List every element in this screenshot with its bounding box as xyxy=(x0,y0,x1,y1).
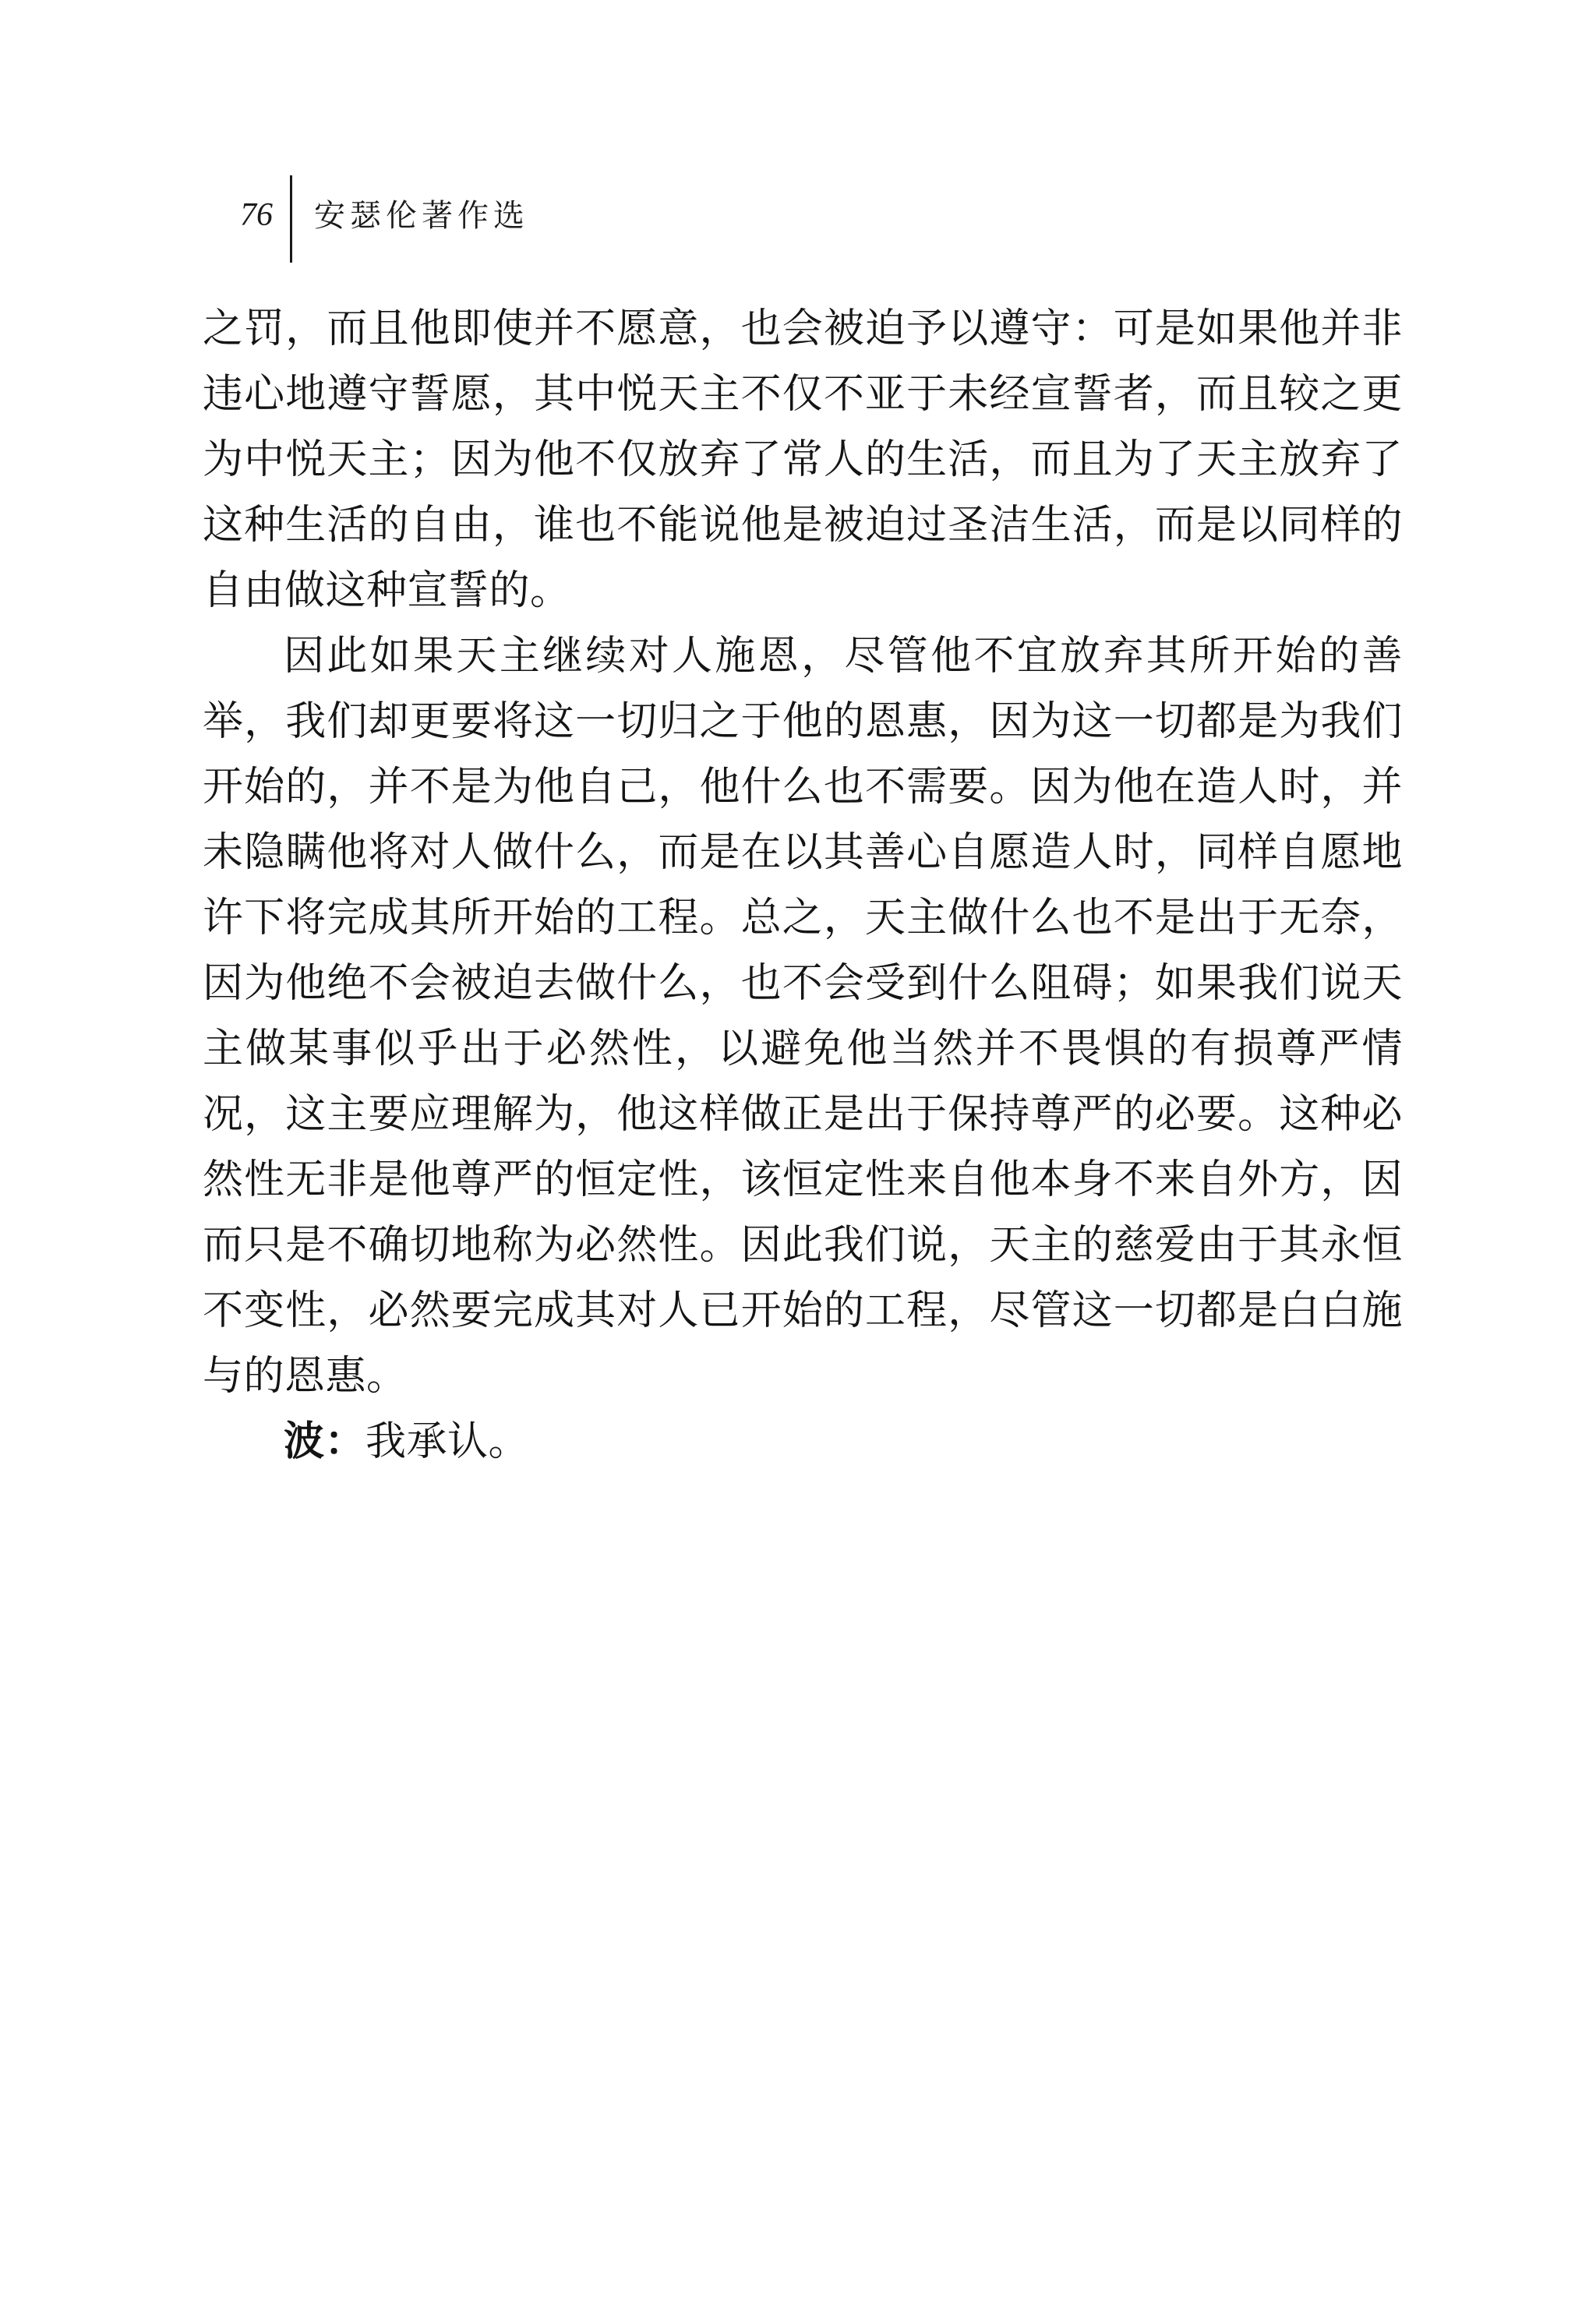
book-title: 安瑟伦著作选 xyxy=(314,198,529,234)
speaker-label: 波： xyxy=(284,1418,366,1465)
paragraph-1: 之罚，而且他即使并不愿意，也会被迫予以遵守：可是如果他并非违心地遵守誓愿，其中悦天主不仅不亚于未经宣誓者，而且较之更为中悦天主；因为他不仅放弃了常人的生活，而且为了天主放弃了这种生活的自由，谁也不能说他是被迫过圣洁生活，而是以同样的自由做这种宣誓的。 xyxy=(203,305,1403,614)
paragraph-2: 因此如果天主继续对人施恩，尽管他不宜放弃其所开始的善举，我们却更要将这一切归之于他的恩惠，因为这一切都是为我们开始的，并不是为他自己，他什么也不需要。因为他在造人时，并未隐瞒他将对人做什么，而是在以其善心自愿造人时，同样自愿地许下将完成其所开始的工程。总之，天主做什么也不是出于无奈，因为他绝不会被迫去做什么，也不会受到什么阻碍；如果我们说天主做某事似乎出于必然性，以避免他当然并不畏惧的有损尊严情况，这主要应理解为，他这样做正是出于保持尊严的必要。这种必然性无非是他尊严的恒定性，该恒定性来自他本身不来自外方，因而只是不确切地称为必然性。因此我们说，天主的慈爱由于其永恒不变性，必然要完成其对人已开始的工程，尽管这一切都是白白施与的恩惠。 xyxy=(203,633,1403,1400)
dialogue-line xyxy=(203,1409,1403,1474)
header-divider xyxy=(290,175,292,263)
body-text xyxy=(203,296,1403,1474)
dialogue-text: 我承认。 xyxy=(365,1418,530,1465)
page-number: 76 xyxy=(240,197,273,233)
running-header xyxy=(210,175,529,263)
